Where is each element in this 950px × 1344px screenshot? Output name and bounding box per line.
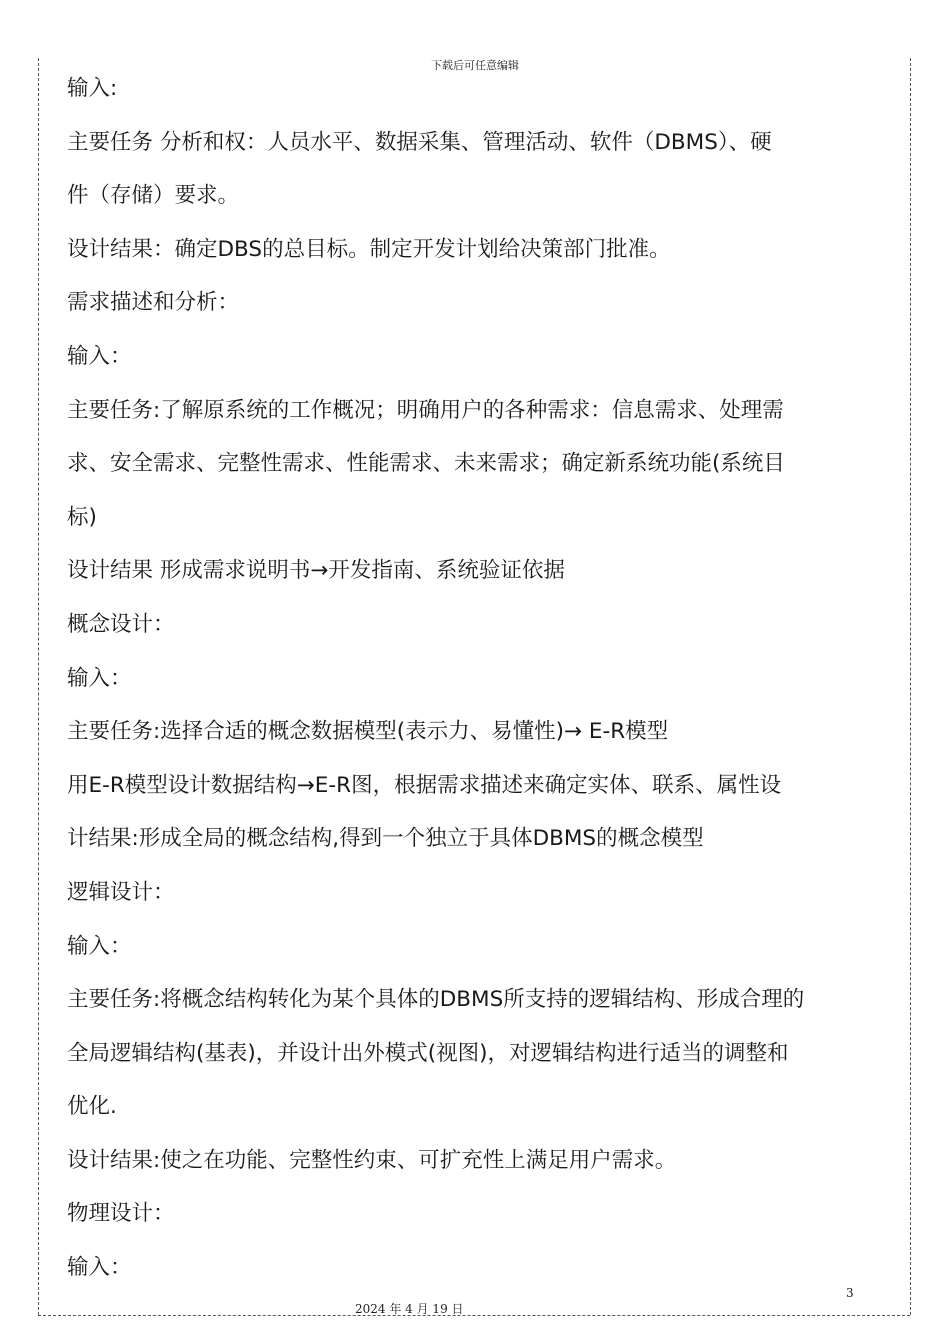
text-line: 件（存储）要求。	[67, 183, 240, 209]
text-line: 主要任务:将概念结构转化为某个具体的DBMS所支持的逻辑结构、形成合理的	[67, 987, 805, 1013]
text-line: 设计结果 形成需求说明书→开发指南、系统验证依据	[67, 558, 565, 584]
text-line: 设计结果:使之在功能、完整性约束、可扩充性上满足用户需求。	[67, 1147, 677, 1173]
text-line: 输入：	[67, 343, 132, 369]
text-line: 求、安全需求、完整性需求、性能需求、未来需求；确定新系统功能(系统目	[67, 451, 785, 477]
section-heading: 逻辑设计：	[67, 879, 175, 905]
text-line: 输入：	[67, 1255, 132, 1281]
text-line: 主要任务:选择合适的概念数据模型(表示力、易懂性)→ E-R模型	[67, 719, 669, 745]
section-heading: 需求描述和分析：	[67, 290, 240, 316]
section-heading: 物理设计：	[67, 1201, 175, 1227]
page-number: 3	[846, 1286, 854, 1300]
footer-date: 2024 年 4 月 19 日	[355, 1302, 464, 1316]
text-line: 输入:	[67, 76, 118, 101]
page-border-bottom	[38, 1315, 910, 1316]
text-line: 设计结果：确定DBS的总目标。制定开发计划给决策部门批准。	[67, 236, 671, 262]
text-line: 主要任务 分析和权：人员水平、数据采集、管理活动、软件（DBMS）、硬	[67, 129, 772, 155]
text-line: 全局逻辑结构(基表)，并设计出外模式(视图)，对逻辑结构进行适当的调整和	[67, 1040, 789, 1066]
text-line: 计结果:形成全局的概念结构,得到一个独立于具体DBMS的概念模型	[67, 826, 704, 852]
document-body	[67, 62, 867, 1295]
page-border-right	[910, 58, 911, 1315]
section-heading: 概念设计：	[67, 611, 175, 637]
text-line: 优化.	[67, 1094, 117, 1120]
text-line: 输入：	[67, 933, 132, 959]
page-border-left	[38, 58, 39, 1315]
text-line: 输入：	[67, 665, 132, 691]
text-line: 标)	[67, 504, 97, 530]
text-line: 用E-R模型设计数据结构→E-R图，根据需求描述来确定实体、联系、属性设	[67, 772, 782, 798]
header-note: 下载后可任意编辑	[431, 59, 519, 72]
text-line: 主要任务:了解原系统的工作概况；明确用户的各种需求：信息需求、处理需	[67, 397, 784, 423]
